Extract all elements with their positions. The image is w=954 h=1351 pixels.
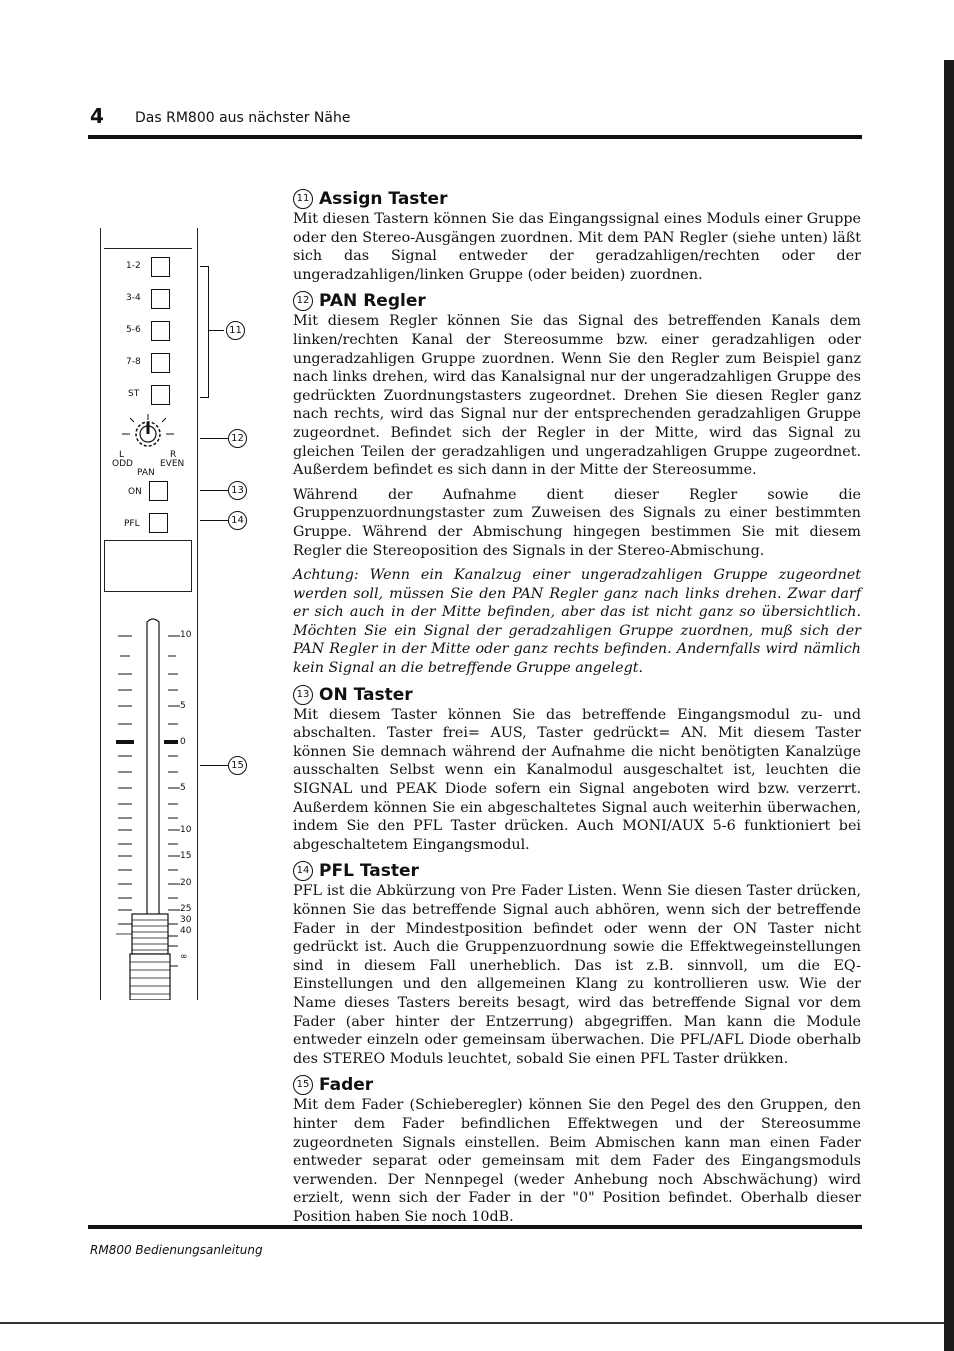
- page-header: [90, 104, 862, 134]
- callout-15: 15: [200, 756, 247, 775]
- strip-top-line: [104, 248, 192, 249]
- assign-button-7-8[interactable]: [151, 353, 170, 373]
- pan-right-label: R: [170, 450, 177, 460]
- assign-button-5-6[interactable]: [151, 321, 170, 341]
- pfl-label: PFL: [124, 519, 140, 529]
- fader-scale-5-minus: 5: [180, 783, 186, 793]
- callout-12: 12: [200, 429, 247, 448]
- on-label: ON: [128, 487, 142, 497]
- assign-label-7-8: 7-8: [126, 357, 141, 367]
- section-heading: 11 Assign Taster: [293, 188, 861, 210]
- note-paragraph: Achtung: Wenn ein Kanalzug einer ungeradzahligen Gruppe zugeordnet werden soll, müssen Sie den PAN Regler ganz nach links drehen. Zwar darf er sich auch in der Mitte befinden, aber das ist nicht ganz so übersichtlich. Möchten Sie ein Signal der geradzahligen Gruppe zuordnen, muß sich der PAN Regler in der Mitte oder ganz rechts befinden. Andernfalls wird nämlich kein Signal an die betreffende Gruppe angelegt.: [293, 567, 861, 677]
- fader-scale-10: 10: [180, 630, 192, 640]
- assign-label-1-2: 1-2: [126, 261, 141, 271]
- assign-label-3-4: 3-4: [126, 293, 141, 303]
- pan-knob-icon[interactable]: [118, 412, 178, 458]
- fader-scale-30: 30: [180, 915, 192, 925]
- assign-button-1-2[interactable]: [151, 257, 170, 277]
- paragraph: Mit diesem Taster können Sie das betreffende Eingangsmodul zu- und abschalten. Taster frei= AUS, Taster gedrückt= AN. Mit diesem Taster können Sie demnach während der Aufnahme die nicht benötigten Kanalzüge ausschalten Selbst wenn ein Kanalmodul ausgeschaltet ist, leuchten die SIGNAL und PEAK Diode sofern ein Signal angeboten wird bzw. verzerrt. Außerdem können Sie ein abgeschaltetes Signal auch weiterhin überwachen, indem Sie den PFL Taster drücken. Auch MONI/AUX 5-6 funktioniert bei abgeschaltetem Eingangsmodul.: [293, 706, 861, 853]
- paragraph: Während der Aufnahme dient dieser Regler sowie die Gruppenzuordnungstaster zum Zuweisen des Signals zu einer bestimmten Gruppe. Während der Abmischung hingegen bestimmen Sie mit diesem Regler die Stereoposition des Signals in der Stereo-Abmischung.: [293, 486, 861, 559]
- fader-scale-20: 20: [180, 878, 192, 888]
- footer-rule: [88, 1225, 862, 1229]
- callout-13: 13: [200, 481, 247, 500]
- assign-button-st[interactable]: [151, 385, 170, 405]
- section-on: [293, 684, 861, 855]
- paragraph: Mit diesen Tastern können Sie das Eingangssignal eines Moduls einer Gruppe oder den Stereo-Ausgängen zuordnen. Mit dem PAN Regler (siehe unten) läßt sich das Signal entweder der geradzahligen/rechten oder der ungeradzahligen/linken Gruppe (oder beiden) zuordnen.: [293, 211, 861, 283]
- callout-11: 11: [212, 321, 245, 340]
- channel-strip-diagram: [100, 228, 260, 1008]
- label-strip-box: [104, 540, 192, 592]
- section-heading: 14 PFL Taster: [293, 860, 861, 882]
- pfl-button[interactable]: [149, 513, 168, 533]
- pan-label: PAN: [137, 468, 155, 478]
- section-fader: [293, 1074, 861, 1226]
- scan-edge-bottom: [0, 1322, 944, 1324]
- fader-scale-infinity: ∞: [180, 952, 188, 962]
- assign-button-3-4[interactable]: [151, 289, 170, 309]
- assign-bracket: [200, 266, 209, 398]
- section-assign: [293, 188, 861, 284]
- fader-scale-minus-10: 10: [180, 825, 192, 835]
- header-rule: [88, 135, 862, 139]
- paragraph: PFL ist die Abkürzung von Pre Fader Listen. Wenn Sie diesen Taster drücken, können Sie das betreffende Signal auch abhören, wenn sich der betreffende Fader in der Mindestposition befindet oder wenn der ON Taster nicht gedrückt ist. Auch die Gruppenzuordnung sowie die Effektwegeinstellungen sind in diesem Fall unerheblich. Das ist z.B. sinnvoll, um die EQ-Einstellungen und den allgemeinen Klang zu kontrollieren usw. Wie der Name dieses Tasters bereits besagt, wird das betreffende Signal vor dem Fader (aber hinter der Entzerrung) abgegriffen. Man kann die Module entweder einzeln oder gemeinsam überwachen. Die PFL/AFL Diode oberhalb des STEREO Moduls leuchtet, sobald Sie einen PFL Taster drükken.: [293, 883, 861, 1067]
- paragraph: Mit dem Fader (Schieberegler) können Sie den Pegel des den Gruppen, den hinter dem Fader befindlichen Effektwegen und der Stereosumme zugeordneten Signals einstellen. Beim Abmischen kann man einen Fader entweder separat oder gemeinsam mit dem Fader des Eingangsmoduls verwenden. Der Nennpegel (weder Anhebung noch Abschwächung) wird erzielt, wenn sich der Fader in der "0" Position befindet. Oberhalb dieser Position haben Sie noch 10dB.: [293, 1097, 861, 1225]
- fader-scale-25: 25: [180, 904, 192, 914]
- pan-even-label: EVEN: [160, 459, 185, 469]
- pan-left-label: L: [119, 450, 125, 460]
- on-button[interactable]: [149, 481, 168, 501]
- fader-scale-icon: [112, 618, 198, 1000]
- page-title: Das RM800 aus nächster Nähe: [135, 110, 351, 126]
- fader-scale-40: 40: [180, 926, 192, 936]
- page-number: 4: [90, 104, 104, 128]
- callout-14: 14: [200, 511, 247, 530]
- section-heading: 12 PAN Regler: [293, 290, 861, 312]
- section-pan: [293, 290, 861, 677]
- section-heading: 13 ON Taster: [293, 684, 861, 706]
- main-text: [293, 188, 861, 1233]
- section-pfl: [293, 860, 861, 1068]
- fader-scale-15: 15: [180, 851, 192, 861]
- fader-scale-0: 0: [180, 737, 186, 747]
- page-footer: RM800 Bedienungsanleitung: [90, 1243, 263, 1257]
- section-heading: 15 Fader: [293, 1074, 861, 1096]
- assign-label-st: ST: [128, 389, 140, 399]
- fader-scale-5-plus: 5: [180, 701, 186, 711]
- paragraph: Mit diesem Regler können Sie das Signal des betreffenden Kanals dem linken/rechten Kanal der Stereosumme bzw. einer geradzahligen oder ungeradzahligen Gruppe zuordnen. Wenn Sie den Regler zum Beispiel ganz nach links drehen, wird das Kanalsignal nur der ungeradzahligen Gruppe des gedrückten Zuordnungstasters zugeordnet. Drehen Sie diesen Regler ganz nach rechts, wird das Signal nur der entsprechenden geradzahligen Gruppe zugeordnet. Befindet sich der Regler in der Mitte, wird das Signal zu gleichen Teilen der geradzahligen und ungeradzahligen Gruppe zugeordnet. Außerdem befindet es sich dann in der Mitte der Stereosumme.: [293, 313, 861, 479]
- scan-edge-right: [944, 60, 954, 1351]
- assign-label-5-6: 5-6: [126, 325, 141, 335]
- pan-odd-label: ODD: [112, 459, 133, 469]
